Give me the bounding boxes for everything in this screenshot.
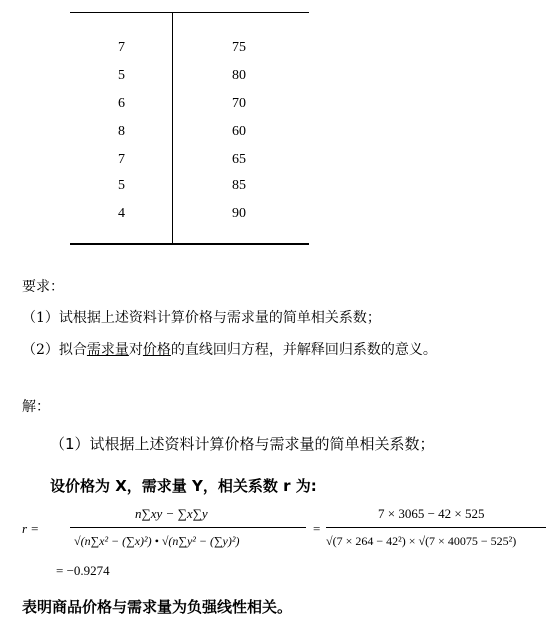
requirement-item-2-mid: 对 xyxy=(128,342,143,358)
requirement-item-1: （1）试根据上述资料计算价格与需求量的简单相关系数； xyxy=(22,310,381,326)
formula-denominator-values: √(7 × 264 − 42²) × √(7 × 40075 − 525²) xyxy=(326,534,517,548)
table-cell: 60 xyxy=(232,124,246,139)
table-cell: 8 xyxy=(118,124,125,139)
table-cell: 70 xyxy=(232,96,246,111)
data-table xyxy=(70,12,309,245)
formula-numerator-values: 7 × 3065 − 42 × 525 xyxy=(378,506,485,521)
requirement-item-2-prefix: （2）拟合 xyxy=(22,342,87,358)
formula-equals: = xyxy=(313,521,321,536)
formula-lhs: r = xyxy=(22,521,40,536)
table-cell: 5 xyxy=(118,178,125,193)
requirements-label: 要求： xyxy=(22,279,64,295)
requirement-item-2 xyxy=(22,339,437,359)
formula-numerator-symbolic: n∑xy − ∑x∑y xyxy=(135,506,208,521)
table-bottom-rule xyxy=(70,243,309,245)
table-cell: 7 xyxy=(118,152,125,167)
table-cell: 7 xyxy=(118,40,125,55)
formula-fraction-line-values xyxy=(326,527,546,528)
table-top-rule xyxy=(70,12,309,13)
formula-denominator-symbolic: √(n∑x² − (∑x)²) • √(n∑y² − (∑y)²) xyxy=(74,534,240,548)
formula-fraction-line-symbolic xyxy=(70,527,306,528)
solution-heading: （1）试根据上述资料计算价格与需求量的简单相关系数； xyxy=(50,435,435,453)
solution-label: 解： xyxy=(22,399,50,415)
underlined-demand: 需求量 xyxy=(86,342,129,358)
underlined-price: 价格 xyxy=(142,342,171,358)
table-cell: 5 xyxy=(118,68,125,83)
solution-conclusion: 表明商品价格与需求量为负强线性相关。 xyxy=(22,598,293,616)
table-cell: 6 xyxy=(118,96,125,111)
table-cell: 85 xyxy=(232,178,246,193)
table-cell: 4 xyxy=(118,206,125,221)
table-cell: 80 xyxy=(232,68,246,83)
table-column-divider xyxy=(172,12,173,245)
table-cell: 65 xyxy=(232,152,246,167)
requirement-item-2-suffix: 的直线回归方程，并解释回归系数的意义。 xyxy=(170,342,437,358)
table-cell: 90 xyxy=(232,206,246,221)
table-cell: 75 xyxy=(232,40,246,55)
solution-setup: 设价格为 X，需求量 Y，相关系数 r 为: xyxy=(50,477,317,495)
formula-result: = −0.9274 xyxy=(56,563,110,578)
